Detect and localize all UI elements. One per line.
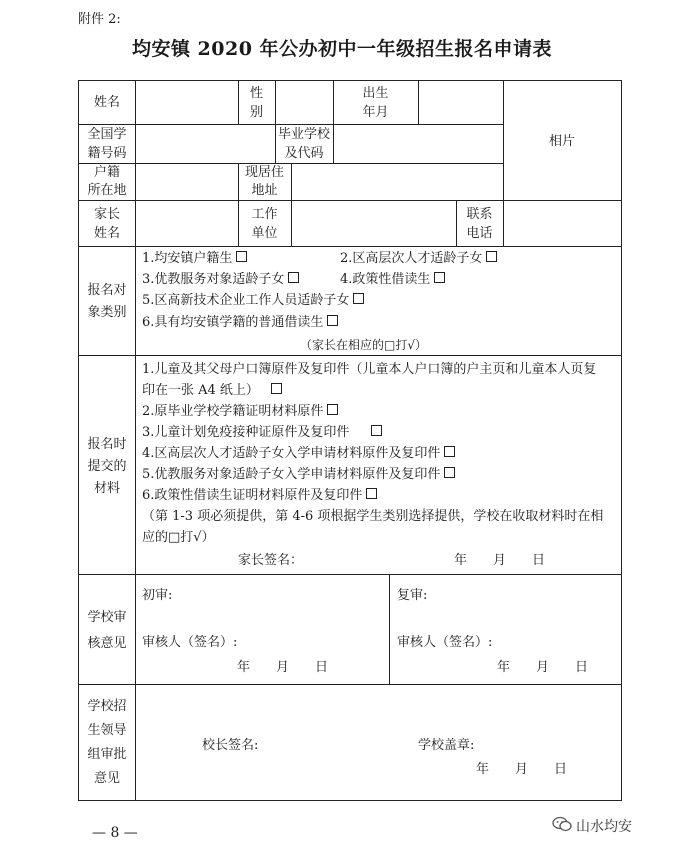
material-4-text: 4.区高层次人才适龄子女入学申请材料原件及复印件	[142, 446, 441, 461]
wechat-icon	[552, 816, 572, 836]
approval-label-3: 组审批	[87, 747, 127, 762]
address-label-2: 地址	[251, 183, 278, 198]
review-label-1: 学校审	[87, 610, 127, 625]
material-3-text: 3.儿童计划免疫接种证原件及复印件	[142, 425, 350, 440]
approval-label-1: 学校招	[87, 699, 127, 714]
gender-label-1: 性	[249, 86, 263, 101]
checkbox[interactable]	[444, 467, 455, 478]
row-line-4	[78, 246, 622, 247]
r3-col-b	[291, 163, 292, 200]
material-6-text: 6.政策性借读生证明材料原件及复印件	[142, 488, 363, 503]
second-review-label: 复审:	[397, 588, 428, 603]
materials-note-line-1: （第 1-3 项必须提供，第 4-6 项根据学生类别选择提供，学校在收取材料时在相	[142, 509, 604, 524]
page-number: — 8 —	[92, 825, 138, 841]
row-line-3	[78, 200, 622, 201]
category-option-6	[142, 313, 338, 333]
first-reviewer-signature: 审核人（签名）:	[142, 635, 238, 650]
approval-label-2: 生领导	[87, 723, 127, 738]
checkbox[interactable]	[236, 251, 247, 262]
checkbox[interactable]	[434, 272, 445, 283]
category-option-5-text: 5.区高新技术企业工作人员适龄子女	[142, 293, 350, 308]
parent-signature-label: 家长签名：	[238, 553, 304, 568]
table-border-right	[621, 80, 622, 801]
category-label-1: 报名对	[87, 283, 127, 298]
name-label: 姓名	[93, 95, 120, 110]
wechat-account-name: 山水均安	[576, 819, 632, 835]
category-option-4	[340, 270, 445, 290]
checkbox[interactable]	[327, 315, 338, 326]
materials-label-3: 材料	[93, 481, 120, 496]
category-option-1-text: 1.均安镇户籍生	[142, 251, 233, 266]
parent-signature-date: 年 月 日	[454, 553, 546, 568]
category-option-5	[142, 291, 364, 311]
r4-col-d	[503, 200, 504, 246]
first-review-label: 初审:	[142, 588, 173, 603]
category-option-2	[340, 249, 497, 269]
parent-name-label-2: 姓名	[93, 226, 120, 241]
materials-label-1: 报名时	[87, 437, 127, 452]
material-3	[142, 423, 382, 443]
r1-col-b	[275, 80, 276, 124]
review-label-2: 核意见	[87, 636, 127, 651]
material-2	[142, 402, 338, 422]
materials-note-line-2: 应的□打√）	[142, 530, 215, 545]
form-title: 均安镇 2020 年公办初中一年级招生报名申请表	[131, 38, 553, 60]
grad-school-label-2: 及代码	[284, 146, 324, 161]
category-option-2-text: 2.区高层次人才适龄子女	[340, 251, 483, 266]
row-line-7	[78, 684, 622, 685]
material-1-line-1: 1.儿童及其父母户口簿原件及复印件（儿童本人户口簿的户主页和儿童本人页复	[142, 362, 597, 377]
phone-label-2: 电话	[466, 226, 493, 241]
checkbox[interactable]	[353, 293, 364, 304]
category-option-3-text: 3.优教服务对象适龄子女	[142, 272, 285, 287]
work-label-1: 工作	[251, 207, 278, 222]
r4-col-b	[291, 200, 292, 246]
attachment-label: 附件 2:	[78, 12, 121, 27]
phone-label-1: 联系	[466, 207, 493, 222]
checkbox[interactable]	[366, 488, 377, 499]
birth-label-1: 出生	[362, 86, 389, 101]
second-reviewer-signature: 审核人（签名）:	[397, 635, 493, 650]
birth-label-2: 年月	[362, 105, 389, 120]
material-6	[142, 486, 377, 506]
material-5-text: 5.优教服务对象适龄子女入学申请材料原件及复印件	[142, 467, 441, 482]
category-label-2: 象类别	[87, 305, 127, 320]
table-border-top	[78, 80, 622, 81]
checkbox[interactable]	[444, 446, 455, 457]
category-option-3	[142, 270, 299, 290]
school-seal-label: 学校盖章:	[418, 738, 475, 753]
col-label-divider	[135, 80, 136, 801]
second-review-date: 年 月 日	[497, 660, 589, 675]
r2-col-b	[333, 124, 334, 163]
row-line-5	[78, 355, 622, 356]
checkbox[interactable]	[327, 404, 338, 415]
category-option-1	[142, 249, 247, 269]
table-border-bottom	[78, 800, 622, 801]
material-4	[142, 444, 455, 464]
row-line-6	[78, 574, 622, 575]
material-1-line-2-text: 印在一张 A4 纸上）	[142, 383, 259, 398]
approval-date: 年 月 日	[476, 762, 568, 777]
principal-signature-label: 校长签名:	[202, 738, 259, 753]
r1-col-d	[418, 80, 419, 124]
photo-label: 相片	[548, 134, 575, 149]
hukou-label-1: 户籍	[93, 165, 120, 180]
material-1-line-2	[142, 381, 282, 401]
work-label-2: 单位	[251, 226, 278, 241]
material-5	[142, 465, 455, 485]
category-option-4-text: 4.政策性借读生	[340, 272, 431, 287]
checkbox[interactable]	[371, 425, 382, 436]
address-label-1: 现居住	[244, 165, 284, 180]
first-review-date: 年 月 日	[237, 660, 329, 675]
material-2-text: 2.原毕业学校学籍证明材料原件	[142, 404, 324, 419]
hukou-label-2: 所在地	[87, 183, 127, 198]
student-id-label-1: 全国学	[87, 127, 127, 142]
checkbox[interactable]	[271, 383, 282, 394]
checkbox[interactable]	[486, 251, 497, 262]
wechat-watermark	[552, 816, 632, 836]
materials-label-2: 提交的	[87, 459, 127, 474]
approval-label-4: 意见	[93, 771, 120, 786]
student-id-label-2: 籍号码	[87, 146, 127, 161]
category-option-6-text: 6.具有均安镇学籍的普通借读生	[142, 315, 324, 330]
parent-name-label-1: 家长	[93, 207, 120, 222]
checkbox[interactable]	[288, 272, 299, 283]
review-split	[389, 574, 390, 684]
category-note: （家长在相应的□打√）	[300, 338, 427, 352]
gender-label-2: 别	[249, 105, 263, 120]
grad-school-label-1: 毕业学校	[277, 127, 330, 142]
